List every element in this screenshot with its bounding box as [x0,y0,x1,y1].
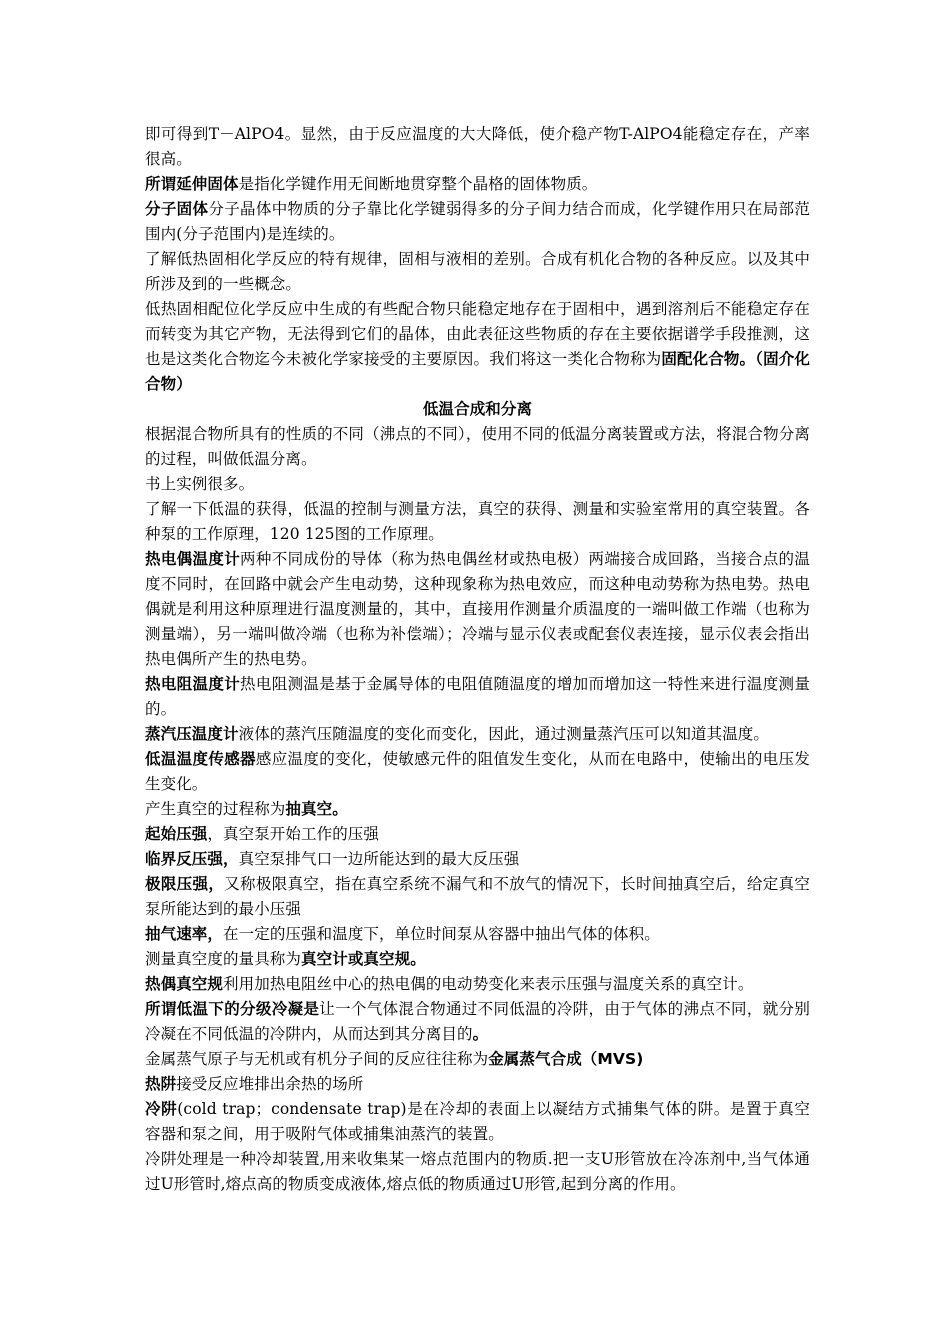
text-run: 接受反应堆排出余热的场所 [176,1075,364,1093]
text-run: 即可得到T－AlPO4。显然，由于反应温度的大大降低，使介稳产物T-AlPO4能稳定存在，产率很高。 [145,125,810,168]
paragraph [145,947,810,972]
bold-term: 。 [472,1025,489,1043]
bold-term: 金属蒸气合成（MVS) [488,1050,644,1068]
paragraph [145,822,810,847]
text-run: 金属蒸气原子与无机或有机分子间的反应往往称为 [145,1050,489,1068]
text-run: (cold trap；condensate trap)是在冷却的表面上以凝结方式捕集气体的阱。是置于真空容器和泵之间，用于吸附气体或捕集油蒸汽的装置。 [145,1100,810,1143]
paragraph [145,1047,810,1072]
paragraph [145,1147,810,1197]
bold-term: 低温合成和分离 [422,400,533,418]
paragraph [145,1097,810,1147]
paragraph [145,747,810,797]
text-run: ，真空泵开始工作的压强 [207,825,380,843]
text-run: 两种不同成份的导体（称为热电偶丝材或热电极）两端接合成回路，当接合点的温度不同时，在回路中就会产生电动势，这种现象称为热电效应，而这种电动势称为热电势。热电偶就是利用这种原理进行温度测量的，其中，直接用作测量介质温度的一端叫做工作端（也称为测量端），另一端叫做冷端（也称为补偿端）；冷端与显示仪表或配套仪表连接，显示仪表会指出热电偶所产生的热电势。 [145,550,810,668]
text-run: 让一个气体混合物通过不同低温的冷阱，由于气体的沸点不同，就分别冷凝在不同低温的冷阱内，从而达到其分离目的 [145,1000,810,1043]
text-run: 了解低热固相化学反应的特有规律，固相与液相的差别。合成有机化合物的各种反应。以及其中所涉及到的一些概念。 [145,250,810,293]
bold-term: 热阱 [145,1075,177,1093]
text-run: 根据混合物所具有的性质的不同（沸点的不同），使用不同的低温分离装置或方法，将混合物分离的过程，叫做低温分离。 [145,425,810,468]
paragraph [145,797,810,822]
text-run: 真空泵排气口一边所能达到的最大反压强 [238,850,520,868]
paragraph [145,547,810,672]
text-run: 测量真空度的量具称为 [145,950,302,968]
paragraph [145,197,810,247]
text-run: 产生真空的过程称为 [145,800,286,818]
text-run: 液体的蒸汽压随温度的变化而变化，因此，通过测量蒸汽压可以知道其温度。 [238,725,770,743]
text-run: 分子晶体中物质的分子靠比化学键弱得多的分子间力结合而成，化学键作用只在局部范围内(分子范围内)是连续的。 [145,200,810,243]
bold-term: 所谓低温下的分级冷凝是 [145,1000,320,1018]
bold-term: 冷阱 [145,1100,178,1118]
text-run: 是指化学键作用无间断地贯穿整个晶格的固体物质。 [238,175,598,193]
paragraph [145,422,810,472]
bold-term: 临界反压强， [145,850,239,868]
bold-term: 抽气速率， [145,925,224,943]
text-run: 书上实例很多。 [145,475,255,493]
bold-term: 所谓延伸固体 [145,175,239,193]
paragraph [145,672,810,722]
bold-term: 极限压强， [145,875,225,893]
bold-term: 低温温度传感器 [145,750,256,768]
text-run: 又称极限真空，指在真空系统不漏气和不放气的情况下，长时间抽真空后，给定真空泵所能达到的最小压强 [145,875,810,918]
bold-term: 固配化合物。（固介化合物） [145,350,810,393]
paragraph [145,472,810,497]
text-run: 了解一下低温的获得，低温的控制与测量方法，真空的获得、测量和实验室常用的真空装置。各种泵的工作原理，120 125图的工作原理。 [145,500,810,543]
bold-term: 分子固体 [145,200,209,218]
bold-term: 蒸汽压温度计 [145,725,239,743]
paragraph [145,972,810,997]
text-run: 热电阻测温是基于金属导体的电阻值随温度的增加而增加这一特性来进行温度测量的。 [145,675,810,718]
paragraph [145,297,810,397]
paragraph [145,172,810,197]
bold-term: 热偶真空规 [145,975,224,993]
paragraph [145,122,810,172]
paragraph [145,247,810,297]
text-run: 利用加热电阻丝中心的热电偶的电动势变化来表示压强与温度关系的真空计。 [223,975,754,993]
bold-term: 抽真空。 [285,800,348,818]
text-run: 在一定的压强和温度下，单位时间泵从容器中抽出气体的体积。 [223,925,660,943]
paragraph [145,847,810,872]
paragraph [145,997,810,1047]
document-body [145,122,810,1197]
bold-term: 热电阻温度计 [145,675,241,693]
bold-term: 真空计或真空规。 [301,950,426,968]
bold-term: 热电偶温度计 [145,550,241,568]
bold-term: 起始压强 [145,825,208,843]
paragraph [145,722,810,747]
text-run: 冷阱处理是一种冷却装置,用来收集某一熔点范围内的物质.把一支U形管放在冷冻剂中,当气体通过U形管时,熔点高的物质变成液体,熔点低的物质通过U形管,起到分离的作用。 [145,1150,810,1193]
paragraph [145,1072,810,1097]
paragraph [145,922,810,947]
text-run: 感应温度的变化，使敏感元件的阻值发生变化，从而在电路中，使输出的电压发生变化。 [145,750,810,793]
section-heading [145,397,810,422]
paragraph [145,872,810,922]
text-run: 低热固相配位化学反应中生成的有些配合物只能稳定地存在于固相中，遇到溶剂后不能稳定存在而转变为其它产物，无法得到它们的晶体，由此表征这些物质的存在主要依据谱学手段推测，这也是这类化合物迄今未被化学家接受的主要原因。我们将这一类化合物称为 [145,300,810,368]
paragraph [145,497,810,547]
